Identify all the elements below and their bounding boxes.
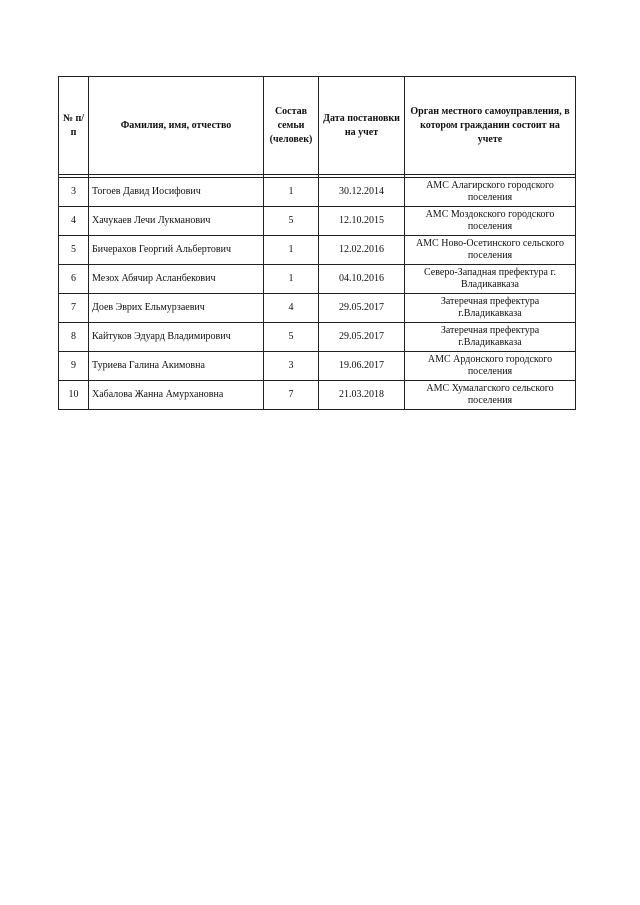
cell-authority: Затеречная префектура г.Владикавказа (405, 323, 576, 352)
table-body (59, 175, 576, 410)
cell-authority: АМС Ново-Осетинского сельского поселения (405, 236, 576, 265)
cell-num: 3 (59, 178, 89, 207)
cell-family-size: 1 (264, 265, 319, 294)
cell-authority: Северо-Западная префектура г. Владикавказа (405, 265, 576, 294)
header-row (59, 77, 576, 175)
cell-authority: АМС Хумалагского сельского поселения (405, 381, 576, 410)
cell-date: 12.02.2016 (319, 236, 405, 265)
cell-num: 7 (59, 294, 89, 323)
header-authority: Орган местного самоуправления, в котором гражданин состоит на учете (405, 77, 576, 175)
cell-date: 19.06.2017 (319, 352, 405, 381)
table-row (59, 236, 576, 265)
table-row (59, 265, 576, 294)
header-family-size: Состав семьи (человек) (264, 77, 319, 175)
cell-num: 8 (59, 323, 89, 352)
cell-num: 4 (59, 207, 89, 236)
cell-name: Доев Эврих Ельмурзаевич (89, 294, 264, 323)
cell-authority: АМС Ардонского городского поселения (405, 352, 576, 381)
cell-family-size: 1 (264, 236, 319, 265)
table-row (59, 207, 576, 236)
cell-date: 29.05.2017 (319, 294, 405, 323)
cell-family-size: 1 (264, 178, 319, 207)
cell-family-size: 5 (264, 207, 319, 236)
cell-date: 30.12.2014 (319, 178, 405, 207)
header-num: № п/п (59, 77, 89, 175)
header-name: Фамилия, имя, отчество (89, 77, 264, 175)
cell-date: 21.03.2018 (319, 381, 405, 410)
cell-name: Туриева Галина Акимовна (89, 352, 264, 381)
cell-name: Кайтуков Эдуард Владимирович (89, 323, 264, 352)
table-row (59, 381, 576, 410)
cell-authority: АМС Моздокского городского поселения (405, 207, 576, 236)
cell-date: 29.05.2017 (319, 323, 405, 352)
cell-name: Хабалова Жанна Амурхановна (89, 381, 264, 410)
cell-name: Мезох Абячир Асланбекович (89, 265, 264, 294)
table-row (59, 352, 576, 381)
cell-name: Хачукаев Лечи Лукманович (89, 207, 264, 236)
cell-name: Бичерахов Георгий Альбертович (89, 236, 264, 265)
cell-num: 5 (59, 236, 89, 265)
cell-authority: АМС Алагирского городского поселения (405, 178, 576, 207)
cell-name: Тогоев Давид Иосифович (89, 178, 264, 207)
table-header (59, 77, 576, 175)
header-date: Дата постановки на учет (319, 77, 405, 175)
cell-family-size: 5 (264, 323, 319, 352)
cell-family-size: 7 (264, 381, 319, 410)
cell-date: 12.10.2015 (319, 207, 405, 236)
cell-num: 6 (59, 265, 89, 294)
cell-family-size: 3 (264, 352, 319, 381)
cell-authority: Затеречная префектура г.Владикавказа (405, 294, 576, 323)
cell-family-size: 4 (264, 294, 319, 323)
table-row (59, 178, 576, 207)
cell-date: 04.10.2016 (319, 265, 405, 294)
table-row (59, 294, 576, 323)
registry-table (58, 76, 576, 410)
cell-num: 9 (59, 352, 89, 381)
cell-num: 10 (59, 381, 89, 410)
table-row (59, 323, 576, 352)
